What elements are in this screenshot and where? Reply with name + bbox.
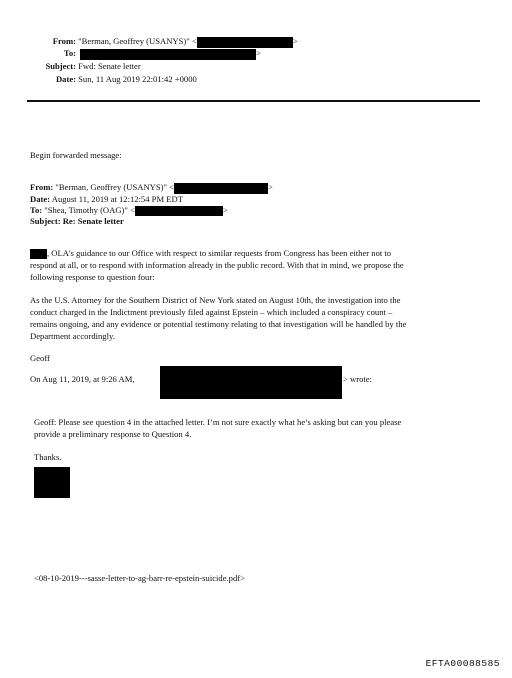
top-from-value: "Berman, Geoffrey (USANYS)" < (78, 36, 197, 46)
header-divider (27, 100, 480, 102)
redaction-box (80, 49, 256, 60)
fwd-from-close: > (268, 182, 273, 192)
quote-intro-row (30, 374, 134, 384)
fwd-to-value: "Shea, Timothy (OAG)" < (44, 205, 135, 215)
redaction-box (30, 249, 47, 259)
top-to-row (42, 48, 261, 60)
top-from-close: > (292, 36, 298, 46)
top-subject-value: Fwd: Senate letter (78, 61, 141, 71)
redaction-box (197, 37, 293, 48)
redaction-box (135, 206, 223, 216)
top-to-close: > (256, 48, 262, 58)
fwd-to-row (30, 205, 228, 216)
top-from-row (42, 36, 298, 48)
fwd-to-label: To: (30, 205, 43, 215)
top-date-label: Date: (55, 74, 76, 84)
top-subject-label: Subject: (45, 61, 76, 71)
para2-line4: Department accordingly. (30, 331, 115, 341)
fwd-from-value: "Berman, Geoffrey (USANYS)" < (55, 182, 175, 192)
quote-intro: On Aug 11, 2019, at 9:26 AM, (30, 374, 135, 384)
fwd-date-value: August 11, 2019 at 12:12:54 PM EDT (51, 194, 183, 204)
fwd-from-label: From: (30, 182, 54, 192)
fwd-subject-row (30, 216, 124, 226)
document-id: EFTA00088585 (425, 658, 500, 669)
para1-line1 (30, 248, 391, 259)
para1-line2: respond at all, or to respond with information already in the public record. With that in mind, we propose the (30, 260, 404, 270)
quote-line1: Geoff: Please see question 4 in the attached letter. I’m not sure exactly what he’s asking but can you please (34, 417, 402, 427)
signoff: Geoff (30, 353, 50, 363)
top-to-label: To: (63, 48, 76, 58)
redaction-box (34, 467, 70, 498)
para2-line1: As the U.S. Attorney for the Southern District of New York stated on August 10th, the investigation into the (30, 295, 401, 305)
top-from-label: From: (52, 36, 76, 46)
top-date-value: Sun, 11 Aug 2019 22:01:42 +0000 (78, 74, 197, 84)
forwarded-intro: Begin forwarded message: (30, 150, 122, 160)
fwd-date-row (30, 194, 183, 204)
top-subject-row (42, 61, 141, 71)
fwd-date-label: Date: (30, 194, 51, 204)
redaction-box (160, 366, 342, 399)
quote-line2: provide a preliminary response to Question 4. (34, 429, 192, 439)
thanks: Thanks. (34, 452, 62, 462)
redaction-box (174, 183, 268, 194)
fwd-subject-value: Re: Senate letter (62, 216, 124, 226)
para1-text: , OLA's guidance to our Office with respect to similar requests from Congress has been either not to (47, 248, 392, 258)
attachment-filename[interactable]: <08-10-2019---sasse-letter-to-ag-barr-re-epstein-suicide.pdf> (34, 573, 245, 583)
fwd-subject-label: Subject: (30, 216, 61, 226)
para2-line2: conduct charged in the Indictment previously filed against Epstein – which included a conspiracy count – (30, 307, 393, 317)
top-date-row (42, 74, 197, 84)
fwd-to-close: > (222, 205, 228, 215)
quote-wrote: > wrote: (343, 374, 372, 384)
para1-line3: following response to question four: (30, 272, 155, 282)
fwd-from-row (30, 182, 273, 194)
para2-line3: remains ongoing, and any evidence or potential testimony relating to that investigation will be handled by the (30, 319, 407, 329)
